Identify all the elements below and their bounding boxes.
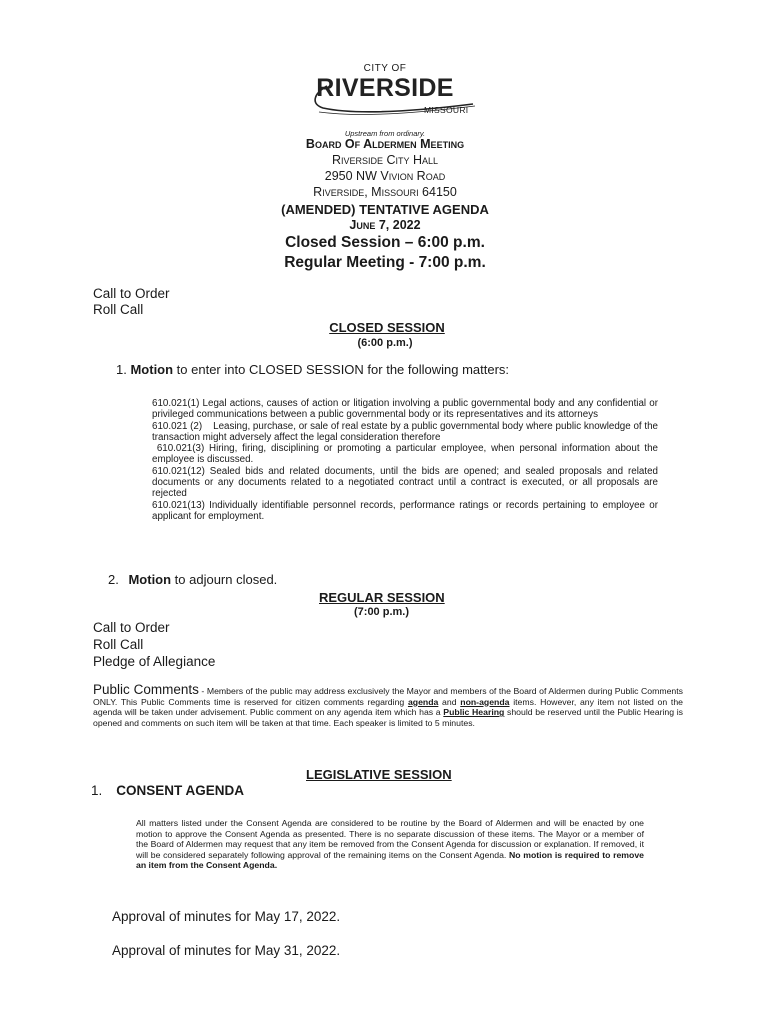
statute-item: 610.021(13) Individually identifiable personnel records, performance ratings or records pertaining to employee or applicant for employment. <box>152 499 658 522</box>
statute-list <box>152 398 658 522</box>
legislative-session-heading: LEGISLATIVE SESSION <box>306 767 452 782</box>
public-comments-label: Public Comments <box>93 682 199 697</box>
item-number: 1. <box>116 362 127 377</box>
statute-item: 610.021 (2) Leasing, purchase, or sale of real estate by a public governmental body where public knowledge of the transaction might adversely affect the legal consideration therefore <box>152 420 658 443</box>
closed-session-time: Closed Session – 6:00 p.m. <box>285 234 485 251</box>
closed-motion-1 <box>116 362 509 377</box>
agenda-link[interactable]: agenda <box>407 696 439 707</box>
hall-address: 2950 NW Vivion Road <box>324 169 446 183</box>
regular-session-heading: REGULAR SESSION <box>319 590 445 605</box>
call-to-order: Call to Order <box>93 286 170 301</box>
item-number: 2. <box>108 572 119 587</box>
logo-city-of: CITY OF <box>363 63 407 74</box>
closed-motion-2 <box>108 572 277 587</box>
agenda-title: (AMENDED) TENTATIVE AGENDA <box>281 202 489 217</box>
hall-city: Riverside, Missouri 64150 <box>313 185 457 199</box>
non-agenda-link[interactable]: non-agenda <box>460 696 510 707</box>
motion-label: Motion <box>130 362 174 377</box>
logo-riverside: RIVERSIDE <box>316 74 454 102</box>
regular-call-to-order: Call to Order <box>93 620 170 635</box>
closed-session-heading: CLOSED SESSION <box>329 320 445 335</box>
statute-item: 610.021(1) Legal actions, causes of action or litigation involving a public governmental body and any confidential or privileged communications between a public governmental body or its representatives and its attorneys <box>152 398 658 421</box>
motion-text: to adjourn closed. <box>171 572 278 587</box>
motion-text: to enter into CLOSED SESSION for the following matters: <box>173 362 510 377</box>
public-comments-text: Public Comments - Members of the public may address exclusively the Mayor and members of the Board of Aldermen during Public Comments ONLY. This Public Comments time is reserved for citizen comments regarding agenda and non-agenda items. However, any item not listed on the agenda will be taken under advisement. Public comment on any agenda item which has a Public Hearing should be reserved until the Public Hearing is opened and comments on such item will be taken at that time. Each speaker is limited to 5 minutes. <box>93 682 683 728</box>
roll-call: Roll Call <box>93 302 144 317</box>
logo-state: MISSOURI <box>424 105 469 115</box>
minutes-item: Approval of minutes for May 17, 2022. <box>112 909 341 924</box>
regular-meeting-time: Regular Meeting - 7:00 p.m. <box>284 254 486 271</box>
public-hearing-link[interactable]: Public Hearing <box>443 707 505 718</box>
minutes-item: Approval of minutes for May 31, 2022. <box>112 943 341 958</box>
logo-tagline: Upstream from ordinary. <box>344 129 426 138</box>
statute-item: 610.021(3) Hiring, firing, disciplining or promoting a particular employee, when personal information about the employee is discussed. <box>152 443 658 466</box>
closed-session-start: (6:00 p.m.) <box>357 337 413 349</box>
statute-item: 610.021(12) Sealed bids and related documents, until the bids are opened; and sealed proposals and related documents or any documents related to a negotiated contract until a contract is executed, or all proposals are rejected <box>152 465 658 500</box>
pledge-of-allegiance: Pledge of Allegiance <box>93 654 216 669</box>
hall-name: Riverside City Hall <box>331 153 439 167</box>
motion-label: Motion <box>128 572 172 587</box>
consent-agenda-title: 1. CONSENT AGENDA <box>91 783 245 798</box>
regular-session-start: (7:00 p.m.) <box>354 606 410 618</box>
board-meeting-title: Board Of Aldermen Meeting <box>305 137 465 151</box>
regular-roll-call: Roll Call <box>93 637 144 652</box>
public-comments <box>93 682 683 728</box>
consent-agenda-description: All matters listed under the Consent Agenda are considered to be routine by the Board of Aldermen and will be enacted by one motion to approve the Consent Agenda as presented. There is no separate discussion of these items. The Mayor or a member of the Board of Aldermen may request that any item be removed from the Consent Agenda for discussion or explanation. If removed, it will be considered separately following approval of the remaining items on the Consent Agenda. No motion is required to remove an item from the Consent Agenda. <box>136 818 644 871</box>
meeting-date: June 7, 2022 <box>349 218 421 232</box>
